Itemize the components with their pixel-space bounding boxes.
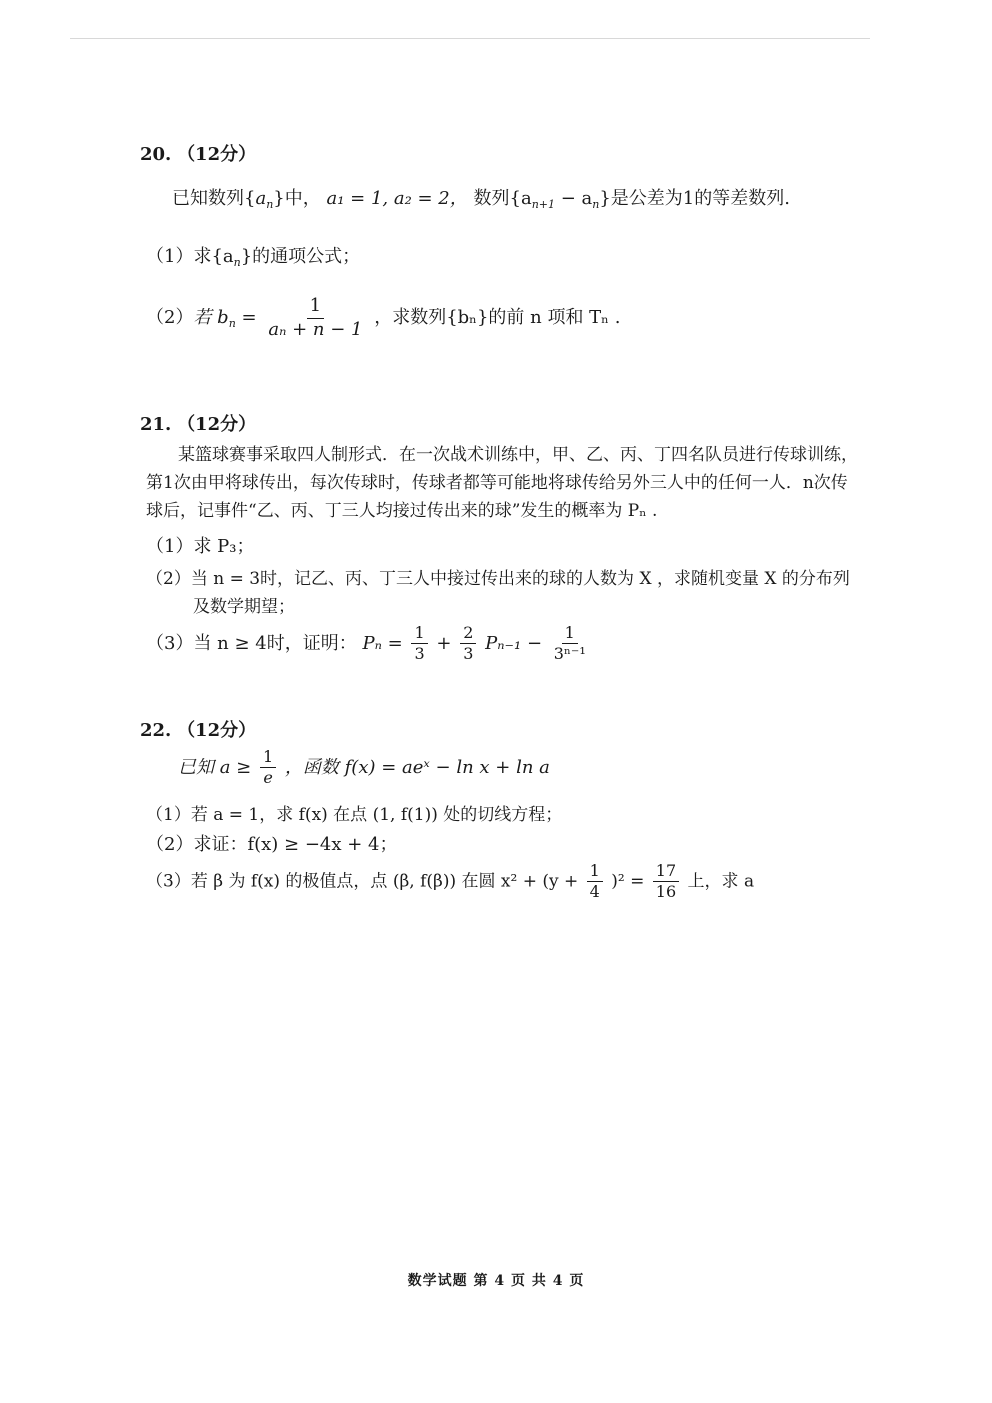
- q21-part2-label: （2）: [146, 569, 191, 589]
- q21-part1-label: （1）: [146, 536, 194, 557]
- q21-part3: [146, 624, 592, 664]
- q21-part1-text: 求 P₃；: [193, 536, 255, 557]
- q21-heading: [140, 410, 256, 436]
- q20-stem-a: a: [255, 188, 267, 209]
- q22-part1-text: 若 a = 1，求 f(x) 在点 (1, f(1)) 处的切线方程；: [190, 805, 563, 825]
- q22-part3-frac2-den: 16: [655, 882, 677, 902]
- q21-stem-line2: 第1次由甲将球传出，每次传球时，传球者都等可能地将球传给另外三人中的任何一人．n次传: [146, 473, 848, 493]
- q22-stem-frac: [260, 748, 276, 788]
- q22-part3-frac1-num: 1: [587, 862, 603, 882]
- q20-part2-post: ，求数列{bₙ}的前 n 项和 Tₙ .: [374, 307, 621, 329]
- q20-stem-seq-mid: − a: [555, 188, 593, 209]
- q21-part3-frac3: [551, 624, 589, 664]
- q21-part3-plus: +: [436, 632, 452, 654]
- q22-part3: [146, 862, 754, 902]
- q22-part3-frac2: [653, 862, 679, 902]
- q22-part3-post: 上，求 a: [687, 871, 755, 892]
- q22-part3-pre: 若 β 为 f(x) 的极值点，点 (β, f(β)) 在圆 x² + (y +: [190, 871, 579, 892]
- q20-heading: [140, 140, 256, 166]
- q21-part3-mid: Pₙ₋₁ −: [485, 632, 543, 654]
- q21-stem-line1: 某篮球赛事采取四人制形式．在一次战术训练中，甲、乙、丙、丁四名队员进行传球训练，: [178, 445, 858, 465]
- q20-stem-seq-sub2: n: [592, 198, 600, 211]
- q22-part2-label: （2）: [146, 834, 194, 855]
- q21-part3-frac2-den: 3: [463, 644, 474, 664]
- q21-part2-line1: 当 n = 3时，记乙、丙、丁三人中接过传出来的球的人数为 X ，求随机变量 X 的分布列: [190, 569, 850, 589]
- q21-part3-label: （3）: [146, 632, 194, 654]
- q21-part3-pre: 当 n ≥ 4时，证明：: [193, 632, 357, 654]
- q20-stem-pre: 已知数列{: [172, 188, 256, 209]
- q21-part3-frac3-num: 1: [562, 624, 578, 644]
- q22-number: 22.: [140, 720, 172, 741]
- q21-number: 21.: [140, 414, 172, 435]
- q20-part1-post: }的通项公式；: [240, 246, 361, 267]
- q20-part2-fraction: [265, 296, 365, 340]
- q20-part2-label: （2）: [146, 307, 194, 329]
- q22-part1-label: （1）: [146, 805, 191, 825]
- q22-part1: [146, 800, 562, 825]
- scan-edge-line: [70, 38, 870, 39]
- q22-stem-frac-num: 1: [260, 748, 276, 768]
- q21-part3-frac1-den: 3: [414, 644, 425, 664]
- q22-stem-post: ，函数 f(x) = aeˣ − ln x + ln a: [284, 756, 550, 778]
- q20-stem-post: }是公差为1的等差数列.: [599, 188, 790, 209]
- q22-part3-frac2-num: 17: [653, 862, 679, 882]
- page-footer: 数学试题 第 4 页 共 4 页: [407, 1273, 585, 1289]
- q21-part1: [146, 532, 255, 558]
- q20-part2: [146, 296, 620, 340]
- q22-part2-text: 求证：f(x) ≥ −4x + 4；: [193, 834, 398, 855]
- q20-part1: [146, 242, 360, 269]
- q21-part3-frac2-num: 2: [460, 624, 476, 644]
- q20-stem-seq-sub: n+1: [531, 198, 555, 211]
- q22-part2: [146, 830, 398, 856]
- q20-part2-eq: =: [235, 307, 257, 329]
- q20-part2-sub: n: [228, 317, 236, 331]
- q22-part3-mid: )² =: [611, 871, 645, 892]
- q20-part1-sub: n: [233, 256, 241, 269]
- q20-stem-cond: a₁ = 1, a₂ = 2，: [326, 188, 468, 209]
- q21-part2-line2: 及数学期望；: [193, 597, 295, 617]
- q20-stem-mid: }中，: [273, 188, 321, 209]
- q22-stem: [178, 748, 550, 788]
- q21-part3-frac1: [411, 624, 427, 664]
- q20-score: （12分）: [177, 144, 257, 165]
- q22-heading: [140, 716, 256, 742]
- q22-part3-frac1: [587, 862, 603, 902]
- q21-stem-line3: 球后，记事件“乙、丙、丁三人均接过传出来的球”发生的概率为 Pₙ .: [146, 501, 658, 521]
- q21-score: （12分）: [177, 414, 257, 435]
- q20-part2-frac-num: 1: [307, 296, 324, 319]
- q21-part3-frac1-num: 1: [411, 624, 427, 644]
- q21-part2: [146, 564, 850, 589]
- q22-part3-label: （3）: [146, 871, 191, 892]
- q21-part3-frac2: [460, 624, 476, 664]
- q22-part3-frac1-den: 4: [589, 882, 600, 902]
- q20-part2-frac-den: aₙ + n − 1: [268, 318, 363, 340]
- q22-stem-frac-den: e: [263, 768, 273, 788]
- q20-part1-pre: 求{a: [193, 246, 234, 267]
- q21-part3-frac3-den: 3ⁿ⁻¹: [553, 644, 586, 664]
- q20-part1-label: （1）: [146, 246, 194, 267]
- q20-stem-seq: 数列{a: [473, 188, 532, 209]
- q22-stem-pre: 已知 a ≥: [178, 756, 252, 778]
- q20-stem: [172, 184, 790, 211]
- q20-number: 20.: [140, 144, 172, 165]
- q22-score: （12分）: [177, 720, 257, 741]
- q21-part3-lhs: Pₙ =: [362, 632, 403, 654]
- q20-stem-n: n: [266, 198, 274, 211]
- q20-part2-pre: 若 b: [193, 307, 229, 329]
